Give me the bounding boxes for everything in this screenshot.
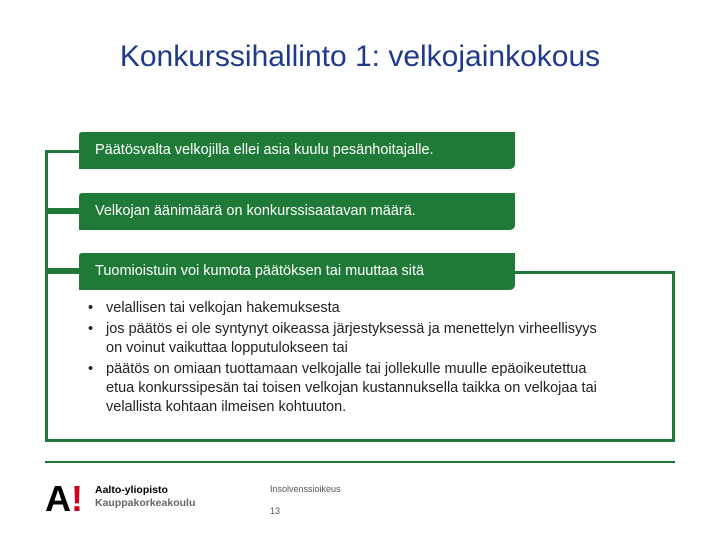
bullet-text: velallisen tai velkojan hakemuksesta — [106, 300, 340, 316]
bullet-dot: • — [88, 361, 94, 377]
item-bracket-1 — [45, 150, 81, 211]
footer-divider — [45, 461, 675, 463]
logo-university-name: Aalto-yliopisto — [95, 484, 168, 496]
aalto-logo — [45, 478, 205, 519]
bullet-dot: • — [88, 300, 94, 316]
page-number: 13 — [270, 506, 281, 516]
item-3: Tuomioistuin voi kumota päätöksen tai muuttaa sitä — [79, 253, 515, 290]
bullet-item — [88, 320, 608, 358]
logo-school-name: Kauppakorkeakoulu — [95, 497, 196, 509]
item-2: Velkojan äänimäärä on konkurssisaatavan määrä. — [79, 193, 515, 230]
logo-letter: A — [45, 478, 71, 519]
bullet-item — [88, 360, 608, 417]
item-bracket-2 — [45, 211, 81, 271]
bullet-text: jos päätös ei ole syntynyt oikeassa järjestyksessä ja menettelyn virheellisyys on voinut vaikuttaa lopputulokseen tai — [106, 321, 597, 356]
footer-course-name: Insolvenssioikeus — [270, 484, 341, 494]
bullet-text: päätös on omiaan tuottamaan velkojalle tai jollekulle muulle epäoikeutettua etua konkurssipesän tai toisen velkojan kustannuksella taikka on velkojaa tai velallista kohtaan ilmeisen kohtuuton. — [106, 361, 597, 415]
item-1: Päätösvalta velkojilla ellei asia kuulu pesänhoitajalle. — [79, 132, 515, 169]
bullet-list — [88, 299, 608, 419]
logo-mark: ! — [71, 478, 83, 519]
bullet-dot: • — [88, 321, 94, 337]
slide-title: Konkurssihallinto 1: velkojainkokous — [119, 40, 601, 73]
bullet-item — [88, 299, 608, 318]
